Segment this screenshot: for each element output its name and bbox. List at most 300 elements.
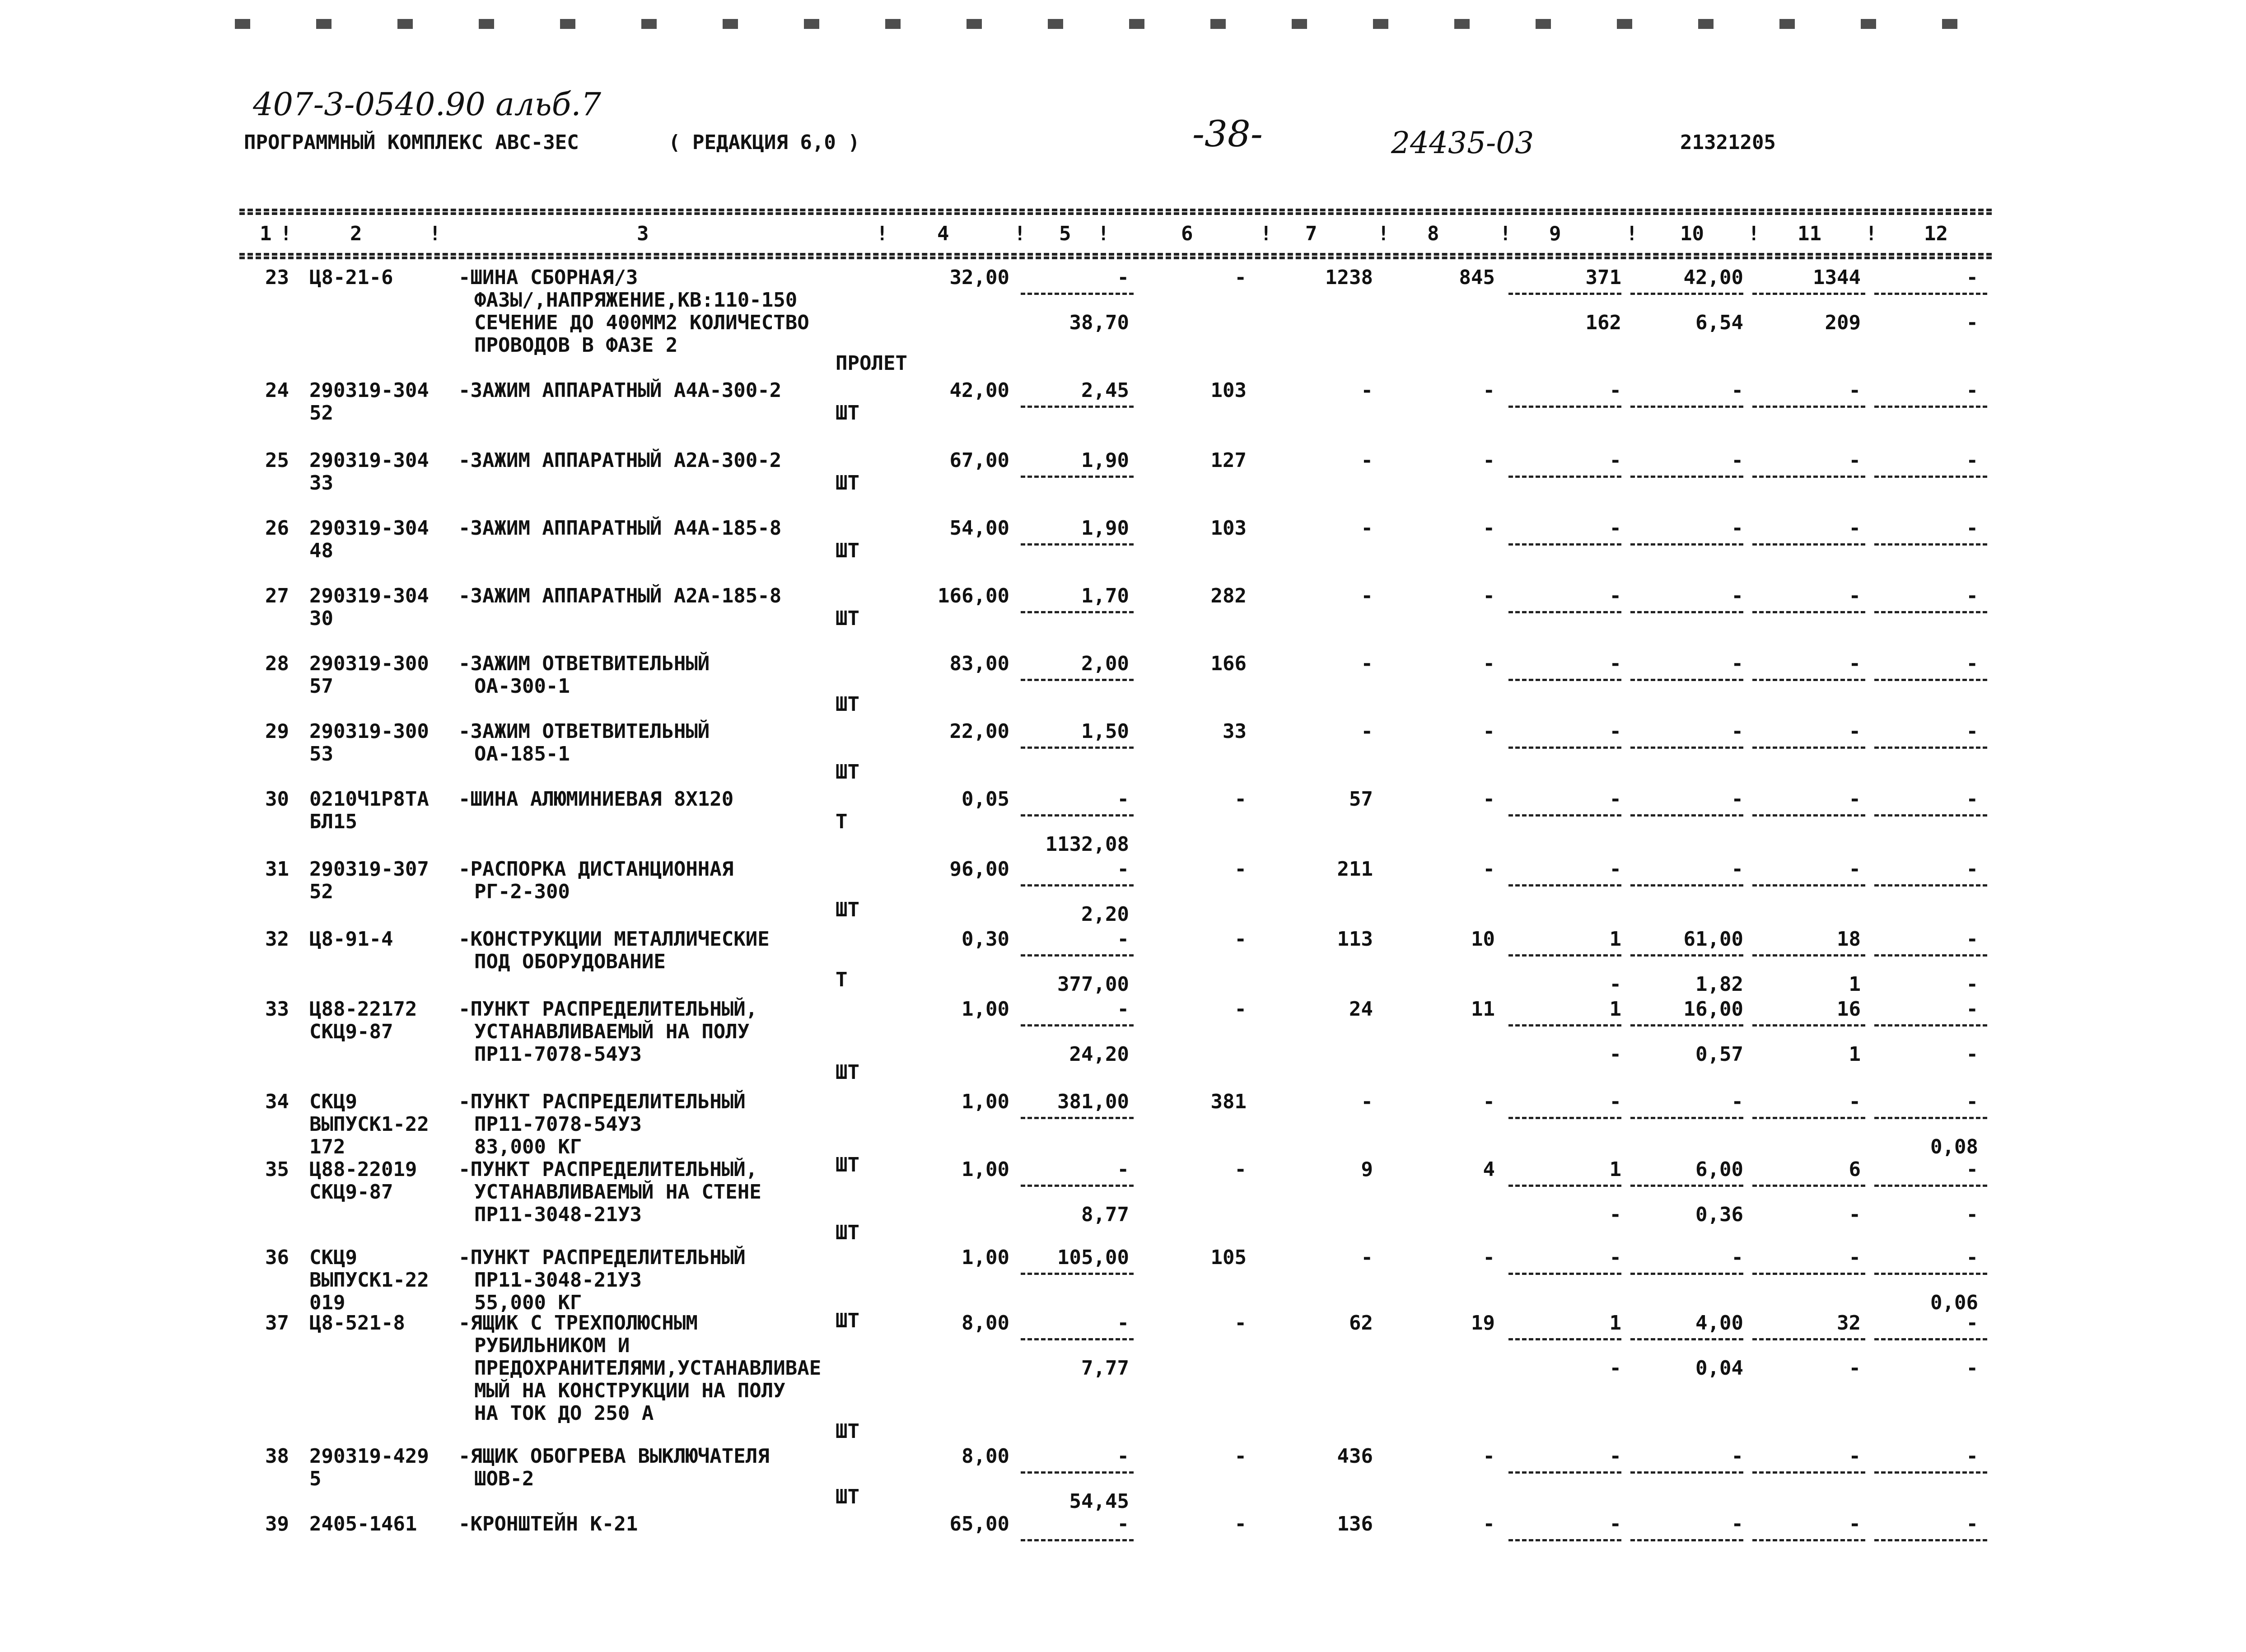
col-11-value: - xyxy=(1849,788,1861,811)
cell-divider xyxy=(1508,1024,1621,1027)
cell-divider xyxy=(1630,1539,1743,1541)
resource-code: Ц8-521-8 xyxy=(309,1311,405,1335)
item-description: -ШИНА СБОРНАЯ/3 xyxy=(458,266,638,289)
resource-code: Ц88-22019 xyxy=(309,1158,417,1181)
col-11-value: - xyxy=(1849,1512,1861,1535)
cell-divider xyxy=(1874,814,1987,817)
unit: ШТ xyxy=(836,693,859,716)
unit: ПРОЛЕТ xyxy=(836,352,907,375)
col-8-value: - xyxy=(1483,858,1495,881)
cell-divider xyxy=(1874,1338,1987,1340)
cell-divider xyxy=(1752,884,1865,887)
resource-code: Ц8-91-4 xyxy=(309,928,393,951)
resource-code-line-2: ВЫПУСК1-22 xyxy=(309,1113,429,1136)
col-10-value: 16,00 xyxy=(1683,998,1743,1021)
col-10-value: - xyxy=(1731,788,1743,811)
cell-divider xyxy=(1630,679,1743,681)
unit: ШТ xyxy=(836,401,859,425)
resource-code-line-2: 53 xyxy=(309,742,333,765)
col-8-value: - xyxy=(1483,788,1495,811)
unit: ШТ xyxy=(836,1221,859,1244)
cell-divider xyxy=(1508,1185,1621,1187)
unit: Т xyxy=(836,968,848,991)
cell-divider xyxy=(1021,747,1134,749)
item-description: ПОД ОБОРУДОВАНИЕ xyxy=(474,950,666,973)
document-reference: 407-3-0540.90 альб.7 xyxy=(253,86,602,123)
quantity: 166,00 xyxy=(938,584,1009,607)
cell-divider xyxy=(1752,814,1865,817)
cell-divider xyxy=(1752,747,1865,749)
col-11-value: - xyxy=(1849,1090,1861,1113)
item-description: -ПУНКТ РАСПРЕДЕЛИТЕЛЬНЫЙ, xyxy=(458,998,758,1021)
unit: ШТ xyxy=(836,1061,859,1084)
col-8-value: - xyxy=(1483,449,1495,472)
item-description: ОА-185-1 xyxy=(474,742,570,765)
quantity: 1,00 xyxy=(962,998,1009,1021)
cell-divider xyxy=(1874,293,1987,295)
quantity: 1,00 xyxy=(962,1158,1009,1181)
col-11-secondary: 1 xyxy=(1849,973,1861,996)
col-8-value: - xyxy=(1483,1512,1495,1535)
col-11-value: - xyxy=(1849,584,1861,607)
cell-divider xyxy=(1508,406,1621,408)
unit-price: - xyxy=(1117,1445,1129,1468)
item-description: 55,000 КГ xyxy=(474,1291,582,1314)
cell-divider xyxy=(1021,1471,1134,1474)
item-description: -ЗАЖИМ ОТВЕТВИТЕЛЬНЫЙ xyxy=(458,652,710,675)
cell-divider xyxy=(1508,476,1621,478)
cell-divider xyxy=(1630,1471,1743,1474)
col-10-value: - xyxy=(1731,652,1743,675)
col-6-value: - xyxy=(1234,1445,1247,1468)
unit-price-secondary: 54,45 xyxy=(1069,1490,1129,1513)
cell-divider xyxy=(1021,1539,1134,1541)
col-6-value: - xyxy=(1234,266,1247,289)
col-8-value: - xyxy=(1483,652,1495,675)
cell-divider xyxy=(1021,814,1134,817)
resource-code-line-2: 33 xyxy=(309,471,333,495)
column-header-11: 11 xyxy=(1798,222,1821,245)
cell-divider xyxy=(1752,476,1865,478)
unit-price: 381,00 xyxy=(1057,1090,1129,1113)
resource-code: 290319-304 xyxy=(309,379,429,402)
col-11-value: - xyxy=(1849,1246,1861,1269)
row-number: 27 xyxy=(265,584,289,607)
col-9-value: - xyxy=(1609,584,1621,607)
cell-divider xyxy=(1874,476,1987,478)
item-description: 83,000 КГ xyxy=(474,1135,582,1158)
item-description: -ЯЩИК ОБОГРЕВА ВЫКЛЮЧАТЕЛЯ xyxy=(458,1445,770,1468)
row-number: 32 xyxy=(265,928,289,951)
col-10-secondary: 1,82 xyxy=(1695,973,1743,996)
col-11-secondary: - xyxy=(1849,1203,1861,1226)
col-9-value: 1 xyxy=(1609,998,1621,1021)
resource-code: 290319-307 xyxy=(309,858,429,881)
unit-price-secondary: 2,20 xyxy=(1081,903,1129,926)
column-header-5: 5 xyxy=(1059,222,1071,245)
column-header-7: 7 xyxy=(1305,222,1317,245)
column-separator: ! xyxy=(1865,222,1877,245)
column-separator: ! xyxy=(1097,222,1110,245)
row-number: 30 xyxy=(265,788,289,811)
item-description: -ЗАЖИМ АППАРАТНЫЙ А4А-300-2 xyxy=(458,379,782,402)
col-12-value: - xyxy=(1966,788,1978,811)
cell-divider xyxy=(1508,1117,1621,1119)
column-separator: ! xyxy=(1377,222,1390,245)
resource-code-line-2: СКЦ9-87 xyxy=(309,1020,393,1043)
col-7-value: 113 xyxy=(1337,928,1373,951)
col-11-value: - xyxy=(1849,1445,1861,1468)
col-8-value: - xyxy=(1483,379,1495,402)
col-12-secondary: - xyxy=(1966,1203,1978,1226)
column-separator: ! xyxy=(429,222,441,245)
unit-price-secondary: 1132,08 xyxy=(1045,833,1129,856)
resource-code: 290319-300 xyxy=(309,652,429,675)
col-9-value: 1 xyxy=(1609,1311,1621,1335)
col-10-secondary: 0,04 xyxy=(1695,1357,1743,1380)
col-11-value: - xyxy=(1849,720,1861,743)
cell-divider xyxy=(1021,1338,1134,1340)
cell-divider xyxy=(1508,814,1621,817)
col-12-value: - xyxy=(1966,517,1978,540)
col-12-secondary: 0,06 xyxy=(1930,1291,1978,1314)
resource-code: 290319-304 xyxy=(309,517,429,540)
col-12-value: - xyxy=(1966,379,1978,402)
col-9-value: 371 xyxy=(1585,266,1621,289)
item-description: ПРОВОДОВ В ФАЗЕ 2 xyxy=(474,334,678,357)
column-header-4: 4 xyxy=(937,222,949,245)
row-number: 23 xyxy=(265,266,289,289)
resource-code: 0210Ч1Р8ТА xyxy=(309,788,429,811)
column-header-3: 3 xyxy=(637,222,649,245)
unit-price-secondary: 377,00 xyxy=(1057,973,1129,996)
col-7-value: 1238 xyxy=(1325,266,1373,289)
col-6-value: 381 xyxy=(1210,1090,1247,1113)
unit-price: - xyxy=(1117,788,1129,811)
col-7-value: 211 xyxy=(1337,858,1373,881)
col-11-secondary: 209 xyxy=(1825,311,1861,334)
resource-code-line-2: 52 xyxy=(309,880,333,903)
cell-divider xyxy=(1021,1273,1134,1275)
resource-code-line-2: 30 xyxy=(309,607,333,630)
col-8-value: 845 xyxy=(1459,266,1495,289)
col-7-value: - xyxy=(1361,517,1373,540)
unit: ШТ xyxy=(836,898,859,921)
cell-divider xyxy=(1874,406,1987,408)
row-number: 33 xyxy=(265,998,289,1021)
item-description: ПР11-7078-54У3 xyxy=(474,1043,642,1066)
col-10-value: - xyxy=(1731,720,1743,743)
col-10-value: 4,00 xyxy=(1695,1311,1743,1335)
cell-divider xyxy=(1508,884,1621,887)
item-description: -ПУНКТ РАСПРЕДЕЛИТЕЛЬНЫЙ xyxy=(458,1246,746,1269)
cell-divider xyxy=(1752,1471,1865,1474)
unit-price-secondary: 7,77 xyxy=(1081,1357,1129,1380)
column-header-1: 1 xyxy=(260,222,272,245)
unit-price: 1,70 xyxy=(1081,584,1129,607)
col-11-value: - xyxy=(1849,449,1861,472)
col-6-value: - xyxy=(1234,788,1247,811)
col-11-value: - xyxy=(1849,517,1861,540)
col-10-value: - xyxy=(1731,1445,1743,1468)
col-9-value: - xyxy=(1609,858,1621,881)
col-10-value: - xyxy=(1731,1512,1743,1535)
unit-price-secondary: 24,20 xyxy=(1069,1043,1129,1066)
row-number: 38 xyxy=(265,1445,289,1468)
col-6-value: 166 xyxy=(1210,652,1247,675)
unit: ШТ xyxy=(836,1309,859,1332)
resource-code-line-2: ВЫПУСК1-22 xyxy=(309,1269,429,1292)
cell-divider xyxy=(1021,1024,1134,1027)
col-9-secondary: - xyxy=(1609,1357,1621,1380)
quantity: 65,00 xyxy=(949,1512,1009,1535)
col-12-value: - xyxy=(1966,449,1978,472)
cell-divider xyxy=(1630,476,1743,478)
col-10-secondary: 0,36 xyxy=(1695,1203,1743,1226)
cell-divider xyxy=(1874,884,1987,887)
cell-divider xyxy=(1874,954,1987,957)
col-10-value: 61,00 xyxy=(1683,928,1743,951)
item-description: -ПУНКТ РАСПРЕДЕЛИТЕЛЬНЫЙ, xyxy=(458,1158,758,1181)
unit-price: - xyxy=(1117,928,1129,951)
cell-divider xyxy=(1021,954,1134,957)
header-top-rule xyxy=(239,209,1992,211)
quantity: 0,05 xyxy=(962,788,1009,811)
col-9-value: - xyxy=(1609,449,1621,472)
col-8-value: - xyxy=(1483,1090,1495,1113)
col-7-value: 436 xyxy=(1337,1445,1373,1468)
col-11-value: - xyxy=(1849,858,1861,881)
unit-price: - xyxy=(1117,1512,1129,1535)
col-12-value: - xyxy=(1966,1246,1978,1269)
col-12-secondary: - xyxy=(1966,311,1978,334)
resource-code: 290319-304 xyxy=(309,449,429,472)
col-6-value: - xyxy=(1234,1158,1247,1181)
column-separator: ! xyxy=(1499,222,1512,245)
quantity: 32,00 xyxy=(949,266,1009,289)
row-number: 39 xyxy=(265,1512,289,1535)
cell-divider xyxy=(1752,293,1865,295)
col-12-value: - xyxy=(1966,1158,1978,1181)
col-10-value: - xyxy=(1731,584,1743,607)
item-description: ПР11-3048-21У3 xyxy=(474,1203,642,1226)
unit: ШТ xyxy=(836,539,859,562)
unit-price: 1,50 xyxy=(1081,720,1129,743)
col-9-value: 1 xyxy=(1609,928,1621,951)
cell-divider xyxy=(1021,543,1134,546)
row-number: 25 xyxy=(265,449,289,472)
cell-divider xyxy=(1752,1024,1865,1027)
item-description: ПРЕДОХРАНИТЕЛЯМИ,УСТАНАВЛИВАЕ xyxy=(474,1357,822,1380)
quantity: 96,00 xyxy=(949,858,1009,881)
col-7-value: - xyxy=(1361,1246,1373,1269)
item-description: УСТАНАВЛИВАЕМЫЙ НА ПОЛУ xyxy=(474,1020,750,1043)
col-7-value: 57 xyxy=(1349,788,1373,811)
cell-divider xyxy=(1630,293,1743,295)
column-separator: ! xyxy=(876,222,888,245)
col-7-value: - xyxy=(1361,584,1373,607)
resource-code: 290319-304 xyxy=(309,584,429,607)
col-6-value: 103 xyxy=(1210,379,1247,402)
cell-divider xyxy=(1874,1117,1987,1119)
item-description: ОА-300-1 xyxy=(474,675,570,698)
col-12-secondary: - xyxy=(1966,1043,1978,1066)
item-description: УСТАНАВЛИВАЕМЫЙ НА СТЕНЕ xyxy=(474,1181,761,1204)
col-12-secondary: - xyxy=(1966,973,1978,996)
row-number: 34 xyxy=(265,1090,289,1113)
document-code: 21321205 xyxy=(1680,131,1776,154)
quantity: 8,00 xyxy=(962,1445,1009,1468)
unit-price: - xyxy=(1117,998,1129,1021)
cell-divider xyxy=(1508,543,1621,546)
col-12-value: - xyxy=(1966,652,1978,675)
col-12-value: - xyxy=(1966,928,1978,951)
col-8-value: 19 xyxy=(1471,1311,1495,1335)
cell-divider xyxy=(1752,1539,1865,1541)
col-9-value: - xyxy=(1609,1445,1621,1468)
cell-divider xyxy=(1630,1338,1743,1340)
row-number: 28 xyxy=(265,652,289,675)
quantity: 67,00 xyxy=(949,449,1009,472)
edition-label: ( РЕДАКЦИЯ 6,0 ) xyxy=(668,131,860,154)
col-12-value: - xyxy=(1966,266,1978,289)
resource-code: 290319-429 xyxy=(309,1445,429,1468)
cell-divider xyxy=(1021,406,1134,408)
row-number: 26 xyxy=(265,517,289,540)
col-12-value: - xyxy=(1966,1512,1978,1535)
cell-divider xyxy=(1630,406,1743,408)
col-9-value: 1 xyxy=(1609,1158,1621,1181)
cell-divider xyxy=(1508,1338,1621,1340)
cell-divider xyxy=(1630,884,1743,887)
cell-divider xyxy=(1630,814,1743,817)
unit: ШТ xyxy=(836,1420,859,1443)
cell-divider xyxy=(1752,1273,1865,1275)
cell-divider xyxy=(1508,1273,1621,1275)
cell-divider xyxy=(1630,1273,1743,1275)
unit: ШТ xyxy=(836,471,859,495)
quantity: 1,00 xyxy=(962,1246,1009,1269)
cell-divider xyxy=(1752,611,1865,613)
col-11-value: 1344 xyxy=(1813,266,1861,289)
cell-divider xyxy=(1874,1471,1987,1474)
resource-code: 290319-300 xyxy=(309,720,429,743)
item-description: ФАЗЫ/,НАПРЯЖЕНИЕ,КВ:110-150 xyxy=(474,289,798,312)
top-perforation xyxy=(235,19,1987,29)
unit: ШТ xyxy=(836,1153,859,1176)
cell-divider xyxy=(1508,611,1621,613)
col-9-value: - xyxy=(1609,1512,1621,1535)
resource-code-line-2: 57 xyxy=(309,675,333,698)
col-11-value: - xyxy=(1849,652,1861,675)
row-number: 37 xyxy=(265,1311,289,1335)
col-7-value: - xyxy=(1361,379,1373,402)
col-9-secondary: - xyxy=(1609,1043,1621,1066)
item-description: РГ-2-300 xyxy=(474,880,570,903)
item-description: ШОВ-2 xyxy=(474,1467,534,1490)
header-top-rule-2 xyxy=(239,212,1992,215)
unit-price: - xyxy=(1117,266,1129,289)
col-7-value: 24 xyxy=(1349,998,1373,1021)
handwritten-code: 24435-03 xyxy=(1391,126,1534,160)
quantity: 22,00 xyxy=(949,720,1009,743)
col-7-value: - xyxy=(1361,449,1373,472)
cell-divider xyxy=(1630,1024,1743,1027)
column-separator: ! xyxy=(1014,222,1026,245)
quantity: 42,00 xyxy=(949,379,1009,402)
cell-divider xyxy=(1630,954,1743,957)
cell-divider xyxy=(1874,747,1987,749)
program-title: ПРОГРАММНЫЙ КОМПЛЕКС АВС-3ЕС xyxy=(244,131,579,154)
unit-price: 105,00 xyxy=(1057,1246,1129,1269)
cell-divider xyxy=(1508,747,1621,749)
cell-divider xyxy=(1021,1185,1134,1187)
cell-divider xyxy=(1752,543,1865,546)
cell-divider xyxy=(1021,476,1134,478)
col-12-value: - xyxy=(1966,998,1978,1021)
resource-code-line-3: 019 xyxy=(309,1291,346,1314)
col-8-value: - xyxy=(1483,1246,1495,1269)
col-12-value: - xyxy=(1966,1311,1978,1335)
col-9-value: - xyxy=(1609,720,1621,743)
resource-code: СКЦ9 xyxy=(309,1246,357,1269)
column-separator: ! xyxy=(1260,222,1272,245)
column-header-2: 2 xyxy=(350,222,362,245)
column-separator: ! xyxy=(1626,222,1638,245)
col-8-value: - xyxy=(1483,720,1495,743)
header-bottom-rule xyxy=(239,253,1992,256)
cell-divider xyxy=(1508,954,1621,957)
resource-code: 2405-1461 xyxy=(309,1512,417,1535)
col-9-secondary: 162 xyxy=(1585,311,1621,334)
col-8-value: 4 xyxy=(1483,1158,1495,1181)
item-description: ПР11-7078-54У3 xyxy=(474,1113,642,1136)
column-header-9: 9 xyxy=(1549,222,1561,245)
resource-code: Ц8-21-6 xyxy=(309,266,393,289)
item-description: -ЯЩИК С ТРЕХПОЛЮСНЫМ xyxy=(458,1311,698,1335)
col-6-value: - xyxy=(1234,858,1247,881)
column-header-8: 8 xyxy=(1427,222,1439,245)
col-6-value: - xyxy=(1234,1512,1247,1535)
cell-divider xyxy=(1874,1273,1987,1275)
resource-code-line-2: СКЦ9-87 xyxy=(309,1181,393,1204)
col-11-value: - xyxy=(1849,379,1861,402)
col-6-value: 105 xyxy=(1210,1246,1247,1269)
cell-divider xyxy=(1752,1185,1865,1187)
cell-divider xyxy=(1630,543,1743,546)
col-10-secondary: 0,57 xyxy=(1695,1043,1743,1066)
col-7-value: 62 xyxy=(1349,1311,1373,1335)
resource-code-line-3: 172 xyxy=(309,1135,346,1158)
cell-divider xyxy=(1021,293,1134,295)
col-11-value: 6 xyxy=(1849,1158,1861,1181)
item-description: -ЗАЖИМ АППАРАТНЫЙ А4А-185-8 xyxy=(458,517,782,540)
col-8-value: - xyxy=(1483,517,1495,540)
col-9-value: - xyxy=(1609,517,1621,540)
cell-divider xyxy=(1021,611,1134,613)
col-6-value: - xyxy=(1234,998,1247,1021)
col-9-secondary: - xyxy=(1609,973,1621,996)
cell-divider xyxy=(1508,1471,1621,1474)
row-number: 29 xyxy=(265,720,289,743)
col-6-value: 103 xyxy=(1210,517,1247,540)
col-12-value: - xyxy=(1966,720,1978,743)
col-7-value: 9 xyxy=(1361,1158,1373,1181)
col-7-value: 136 xyxy=(1337,1512,1373,1535)
col-8-value: - xyxy=(1483,1445,1495,1468)
cell-divider xyxy=(1508,1539,1621,1541)
row-number: 31 xyxy=(265,858,289,881)
